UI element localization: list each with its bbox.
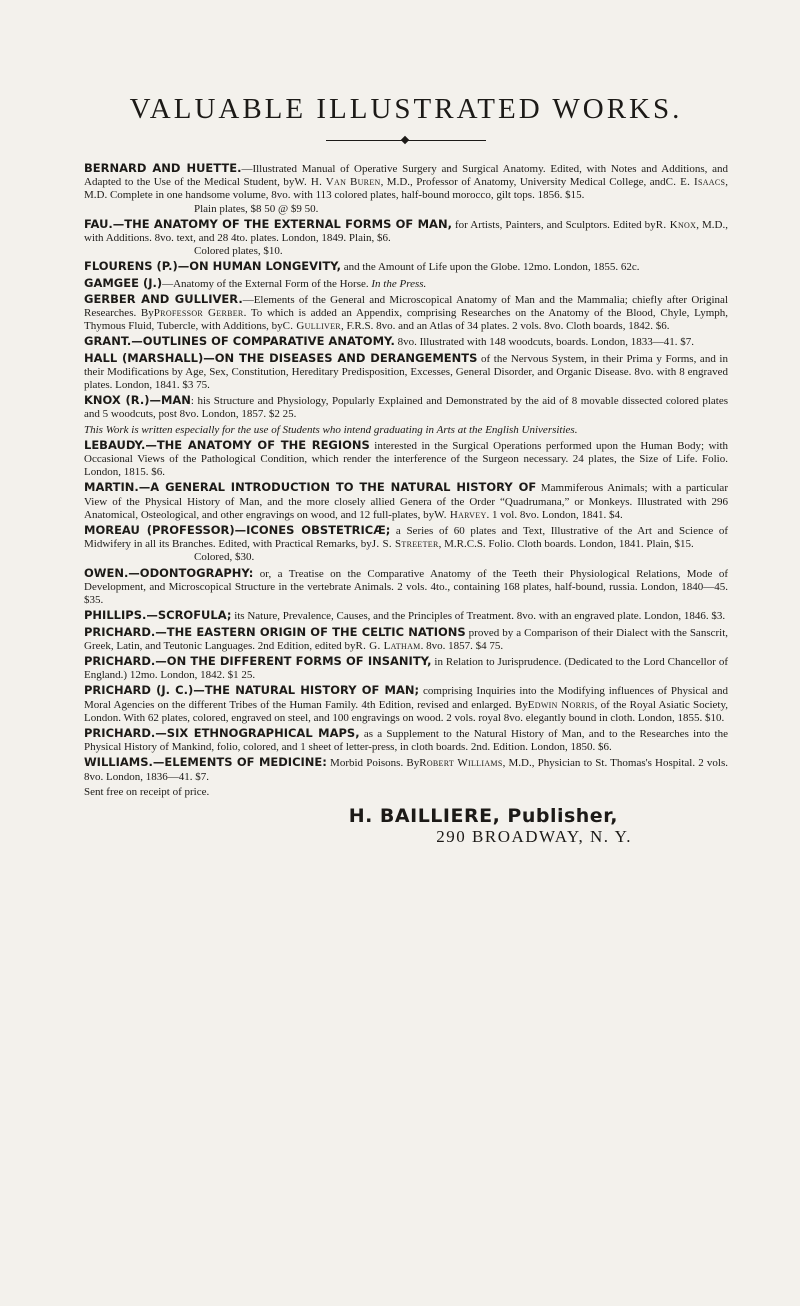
entry-heading: GRANT.—OUTLINES OF COMPARATIVE ANATOMY. — [84, 334, 395, 349]
entry-text: —Illustrated Manual of Operative Surgery and Surgical Anatomy. Edited, with Notes and Additions, and Adapted to the Use of the Medical Student, by — [84, 163, 729, 189]
entry-heading: WILLIAMS.—ELEMENTS OF MEDICINE: — [84, 755, 327, 770]
entry-text: : his Structure and Physiology, Popularly Explained and Demonstrated by the aid of 8 movable dissected colored plates and 5 woodcuts, post 8vo. London, 1857. $2 25. — [84, 395, 728, 421]
entry-heading: FLOURENS (P.)—ON HUMAN LONGEVITY, — [84, 259, 341, 274]
entry-text: its Nature, Prevalence, Causes, and the Principles of Treatment. 8vo. with an engraved plate. London, 1846. $3. — [231, 610, 726, 623]
book-entry — [84, 626, 728, 653]
book-entry — [84, 277, 728, 291]
entry-heading: LEBAUDY.—THE ANATOMY OF THE REGIONS — [84, 437, 370, 452]
entry-text: —Anatomy of the External Form of the Horse. — [162, 277, 369, 290]
entry-status: In the Press. — [368, 277, 427, 290]
entry-author: R. Knox — [655, 218, 697, 231]
book-entry — [84, 162, 728, 216]
entry-text: , F.R.S. 8vo. and an Atlas of 34 plates. 2 vols. 8vo. Cloth boards, 1842. $6. — [340, 320, 670, 333]
entry-author: C. Gulliver — [282, 320, 341, 333]
entry-heading: PRICHARD.—SIX ETHNOGRAPHICAL MAPS, — [84, 725, 360, 740]
entry-heading: PHILLIPS.—SCROFULA; — [84, 608, 232, 623]
book-list-part-1 — [84, 162, 728, 422]
entry-text: Mammiferous Animals; with a particular View of the Physical History of Man, and the more closely allied Genera of the Order “Quadrumana,” or Monkeys. Illustrated with 296 Anatomical, Osteological, and other engravings on wood, and 12 full-plates, by — [84, 482, 728, 521]
book-entry — [84, 352, 728, 393]
entry-text: proved by a Comparison of their Dialect with the Sanscrit, Greek, Latin, and Teutonic Languages. 2nd Edition, edited by — [84, 626, 729, 652]
knox-note: This Work is written especially for the use of Students who intend graduating in Arts at the English Universities. — [84, 423, 578, 436]
entry-text: , M.D., Professor of Anatomy, University Medical College, and — [380, 176, 666, 189]
entry-author: Robert Williams — [419, 757, 503, 770]
book-entry — [84, 218, 728, 259]
entry-author: Professor Gerber — [153, 307, 244, 320]
entry-author: W. H. Van Buren — [294, 176, 381, 189]
entry-heading: PRICHARD.—THE EASTERN ORIGIN OF THE CELTIC NATIONS — [84, 624, 466, 639]
publisher-address: 290 BROADWAY, N. Y. — [436, 826, 632, 846]
book-entry — [84, 655, 728, 682]
entry-text: , M.D. Complete in one handsome volume, 8vo. with 113 colored plates, half-bound morocco, gilt tops. 1856. $15. — [84, 176, 729, 202]
page-title: VALUABLE ILLUSTRATED WORKS. — [129, 93, 683, 125]
book-entry — [84, 609, 728, 623]
publisher-name: H. BAILLIERE, Publisher, — [348, 804, 618, 827]
entry-price-variant: Plain plates, $8 50 @ $9 50. — [194, 202, 319, 215]
book-entry — [84, 394, 728, 421]
entry-author: R. G. Latham — [355, 639, 421, 652]
book-entry — [84, 567, 728, 608]
entry-price-variant: Colored plates, $10. — [194, 245, 283, 258]
entry-text: . 1 vol. 8vo. London, 1841. $4. — [486, 508, 623, 521]
entry-text: as a Supplement to the Natural History of Man, and to the Researches into the Physical History of Mankind, folio, colored, and 1 sheet of letter-press, in cloth boards. 2nd. Edition. London, 1850. $6. — [84, 727, 728, 754]
entry-text: , of the Royal Asiatic Society, London. With 62 plates, colored, engraved on steel, and 100 engravings on wood. 2 vols. royal 8vo. elegantly bound in cloth. London, 1855. $10. — [84, 698, 728, 724]
entry-text: Morbid Poisons. By — [326, 757, 420, 770]
entry-heading: MOREAU (PROFESSOR)—ICONES OBSTETRICÆ; — [84, 523, 391, 538]
entry-text: , M.D., Physician to St. Thomas's Hospital. 2 vols. 8vo. London, 1836—41. $7. — [84, 757, 728, 783]
entry-heading: GAMGEE (J.) — [84, 275, 163, 290]
entry-text: —Elements of the General and Microscopical Anatomy of Man and the Mammalia; chiefly after Original Researches. By — [84, 293, 728, 320]
entry-heading: HALL (MARSHALL)—ON THE DISEASES AND DERANGEMENTS — [84, 350, 478, 365]
book-entry — [84, 756, 728, 783]
entry-heading: OWEN.—ODONTOGRAPHY: — [84, 565, 254, 580]
book-entry — [84, 727, 728, 754]
title-ornament — [326, 136, 486, 146]
entry-heading: KNOX (R.)—MAN — [84, 393, 191, 408]
entry-price-variant: Colored, $30. — [194, 551, 255, 564]
book-entry — [84, 293, 728, 334]
entry-text: interested in the Surgical Operations performed upon the Human Body; with Occasional Views of the Pathological Condition, which render the interference of the Surgeon necessary. 24 plates, the Size of Life. Folio. London, 1815. $6. — [84, 439, 728, 479]
entry-author: C. E. Isaacs — [665, 176, 726, 189]
entry-heading: PRICHARD (J. C.)—THE NATURAL HISTORY OF MAN; — [84, 683, 420, 698]
entry-text: a Series of 60 plates and Text, Illustrative of the Art and Science of Midwifery in all its Branches. Edited, with Practical Remarks, by — [84, 525, 729, 551]
book-entry — [84, 684, 728, 725]
entry-author: Edwin Norris — [527, 698, 595, 711]
entry-text: , M.D., with Additions. 8vo. text, and 28 4to. plates. London, 1849. Plain, $6. — [84, 218, 728, 245]
entry-heading: FAU.—THE ANATOMY OF THE EXTERNAL FORMS OF MAN, — [84, 216, 452, 231]
ornament-diamond — [401, 136, 409, 144]
entry-heading: PRICHARD.—ON THE DIFFERENT FORMS OF INSANITY, — [84, 653, 432, 668]
entry-heading: BERNARD AND HUETTE. — [84, 161, 242, 175]
entry-text: . To which is added an Appendix, comprising Researches on the Anatomy of the Blood, Chyle, Lymph, Thymous Fluid, Tubercle, with Additions, by — [84, 307, 729, 333]
book-entry — [84, 439, 728, 480]
entry-text: , M.R.C.S. Folio. Cloth boards. London, 1841. Plain, $15. — [438, 538, 694, 551]
entry-author: J. S. Streeter — [371, 538, 439, 551]
entry-text: for Artists, Painters, and Sculptors. Edited by — [451, 218, 656, 231]
closing-note: Sent free on receipt of price. — [84, 785, 210, 798]
entry-heading: MARTIN.—A GENERAL INTRODUCTION TO THE NATURAL HISTORY OF — [84, 480, 537, 495]
entry-text: in Relation to Jurisprudence. (Dedicated to the Lord Chancellor of England.) 12mo. London, 1842. $1 25. — [84, 655, 728, 682]
book-entry — [84, 260, 728, 274]
entry-heading: GERBER AND GULLIVER. — [84, 291, 243, 306]
entry-text: comprising Inquiries into the Modifying influences of Physical and Moral Agencies on the different Tribes of the Human Family. 4th Edition, revised and enlarged. By — [84, 685, 728, 711]
entry-text: and the Amount of Life upon the Globe. 12mo. London, 1855. 62c. — [340, 261, 640, 274]
entry-text: . 8vo. 1857. $4 75. — [420, 639, 504, 652]
book-entry — [84, 524, 728, 565]
entry-text: 8vo. Illustrated with 148 woodcuts, boards. London, 1833—41. $7. — [394, 336, 694, 349]
book-list-part-2 — [84, 439, 728, 784]
entry-text: of the Nervous System, in their Prima y Forms, and in their Modifications by Age, Sex, Constitution, Hereditary Predisposition, Excesses, General Disorder, and Organic Disease. 8vo. with 8 engraved plates. London, 1841. $3 75. — [84, 352, 728, 392]
book-entry — [84, 335, 728, 349]
book-entry — [84, 481, 728, 522]
entry-text: or, a Treatise on the Comparative Anatomy of the Teeth their Physiological Relations, Mode of Development, and Microscopical Structure in the vertebrate Animals. 2 vols. 4to., containing 168 plates, half-bound, russia. London, 1840—45. $35. — [84, 567, 728, 607]
entry-author: W. Harvey — [434, 508, 487, 521]
